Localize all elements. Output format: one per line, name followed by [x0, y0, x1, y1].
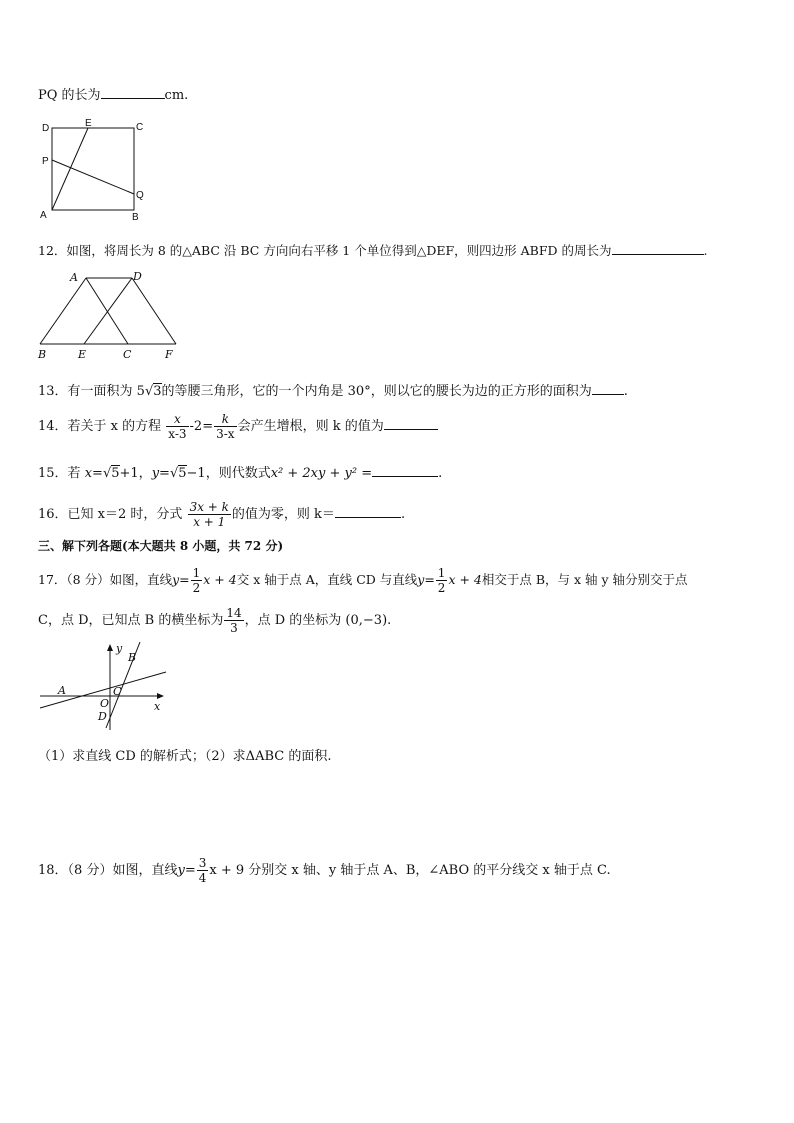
q17-subquestions: （1）求直线 CD 的解析式；（2）求ΔABC 的面积.	[38, 749, 332, 764]
q14-line: 14．若关于 x 的方程 $\frac{x}{x-3}$ -2= $\frac{k}{3-x}$ 会产生增根，则 k 的值为	[38, 412, 438, 441]
fig12-label-E: E	[78, 348, 87, 360]
q12-answer-blank[interactable]	[612, 240, 704, 255]
fig12-label-C: C	[123, 348, 132, 360]
q13-line: 13．有一面积为 5√3的等腰三角形，它的一个内角是 30°，则以它的腰长为边的正方形的面积为 .	[38, 380, 628, 401]
q18-line: 18．（8 分）如图，直线y= $\frac{3}{4}$ x + 9 分别交 x 轴、y 轴于点 A、B，∠ABO 的平分线交 x 轴于点 C.	[38, 856, 611, 885]
q16-fraction: $\frac{3x + k}{x + 1}$	[189, 500, 229, 529]
sqrt-symbol: √	[144, 384, 154, 399]
fig12-label-F: F	[165, 348, 173, 360]
section-3-heading: 三、解下列各题(本大题共 8 小题，共 72 分)	[38, 539, 284, 553]
q11-answer-blank[interactable]	[101, 84, 165, 99]
fig17-label-A: A	[58, 684, 66, 697]
fig17-label-D: D	[98, 710, 107, 723]
fig11-label-B: B	[132, 212, 139, 223]
figure-12	[34, 268, 194, 360]
fig17-label-O: O	[100, 697, 110, 710]
fig11-label-Q: Q	[136, 190, 144, 201]
fig11-label-A: A	[40, 210, 47, 221]
q14-answer-blank[interactable]	[384, 415, 438, 430]
q12-line: 12．如图，将周长为 8 的△ABC 沿 BC 方向向右平移 1 个单位得到△DEF，则四边形 ABFD 的周长为 .	[38, 240, 708, 260]
fig11-label-D: D	[42, 123, 50, 134]
fig12-label-D: D	[133, 270, 142, 283]
q14-fraction-2: $\frac{k}{3-x}$	[216, 412, 235, 441]
fig12-label-A: A	[70, 271, 78, 284]
fig17-label-x: x	[154, 700, 161, 713]
q14-fraction-1: $\frac{x}{x-3}$	[168, 412, 187, 441]
fig17-label-y: y	[116, 642, 123, 655]
fig17-label-B: B	[128, 651, 137, 664]
figure-11	[36, 114, 156, 224]
q13-answer-blank[interactable]	[592, 380, 624, 395]
q17-line-1: 17．（8 分）如图，直线y= $\frac{1}{2}$ x + 4交 x 轴于点 A，直线 CD 与直线y= $\frac{1}{2}$ x + 4相交于点 B，与 x 轴 y 轴分别交于点	[38, 566, 688, 595]
fig11-label-C: C	[136, 122, 144, 133]
fig11-label-E: E	[85, 118, 92, 129]
q16-line: 16．已知 x＝2 时，分式 $\frac{3x + k}{x + 1}$ 的值为零，则 k＝ .	[38, 500, 406, 529]
figure-17	[36, 640, 176, 732]
fig11-label-P: P	[42, 156, 49, 167]
q17-line-2: C，点 D，已知点 B 的横坐标为 $\frac{14}{3}$ ，点 D 的坐标为 (0,−3).	[38, 606, 392, 635]
q15-answer-blank[interactable]	[372, 462, 438, 477]
fig17-label-C: C	[113, 685, 122, 698]
q15-line: 15．若 x=√5+1，y=√5−1，则代数式x² + 2xy + y² = .	[38, 462, 442, 483]
q11-line: PQ 的长为 cm.	[38, 84, 188, 105]
q16-answer-blank[interactable]	[335, 503, 401, 518]
fig12-label-B: B	[38, 348, 47, 360]
